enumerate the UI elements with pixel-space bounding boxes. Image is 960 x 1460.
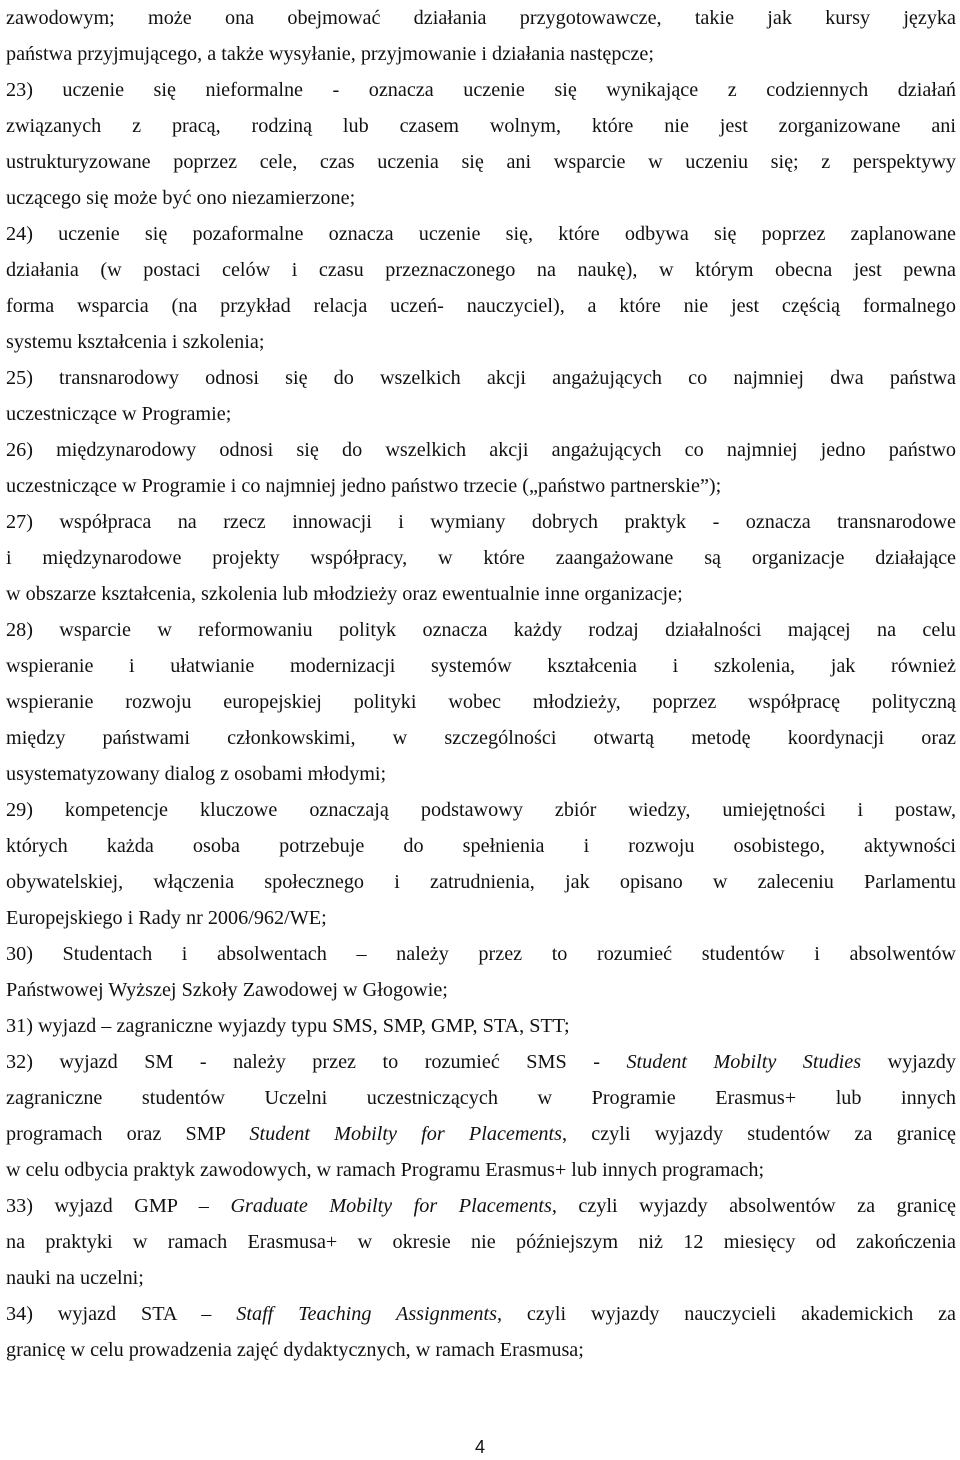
text-line: w celu odbycia praktyk zawodowych, w ramach Programu Erasmus+ lub innych programach; <box>6 1159 765 1181</box>
text-line: usystematyzowany dialog z osobami młodymi; <box>6 763 387 785</box>
text-line: uczestniczące w Programie; <box>6 403 232 425</box>
text-line: działania (w postaci celów i czasu przeznaczonego na naukę), w którym obecna jest pewna <box>6 259 956 281</box>
italic-term: Student Mobilty Studies <box>626 1051 862 1073</box>
text-line: systemu kształcenia i szkolenia; <box>6 331 265 353</box>
text-span: , czyli wyjazdy nauczycieli akademickich za <box>496 1303 956 1325</box>
text-line: zagraniczne studentów Uczelni uczestniczących w Programie Erasmus+ lub innych <box>6 1087 956 1109</box>
text-line: na praktyki w ramach Erasmusa+ w okresie nie późniejszym niż 12 miesięcy od zakończenia <box>6 1231 956 1253</box>
text-line: Europejskiego i Rady nr 2006/962/WE; <box>6 907 327 929</box>
text-line <box>6 1116 956 1152</box>
text-line: Państwowej Wyższej Szkoły Zawodowej w Głogowie; <box>6 979 448 1001</box>
text-line: wspieranie i ułatwianie modernizacji systemów kształcenia i szkolenia, jak również <box>6 655 956 677</box>
text-line: 30) Studentach i absolwentach – należy przez to rozumieć studentów i absolwentów <box>6 943 956 965</box>
italic-term: Student Mobilty for Placements <box>249 1123 562 1145</box>
text-line: obywatelskiej, włączenia społecznego i zatrudnienia, jak opisano w zaleceniu Parlamentu <box>6 871 956 893</box>
text-line: w obszarze kształcenia, szkolenia lub młodzieży oraz ewentualnie inne organizacje; <box>6 583 683 605</box>
page-number: 4 <box>474 1437 485 1457</box>
text-span: 33) wyjazd GMP – <box>6 1195 231 1217</box>
italic-term: Staff Teaching Assignments <box>236 1303 497 1325</box>
text-line: 26) międzynarodowy odnosi się do wszelkich akcji angażujących co najmniej jedno państwo <box>6 439 956 461</box>
text-span: programach oraz SMP <box>6 1123 250 1145</box>
text-line: 24) uczenie się pozaformalne oznacza uczenie się, które odbywa się poprzez zaplanowane <box>6 223 956 245</box>
text-line <box>6 1044 956 1080</box>
text-line: 28) wsparcie w reformowaniu polityk oznacza każdy rodzaj działalności mającej na celu <box>6 619 956 641</box>
italic-term: Graduate Mobilty for Placements <box>230 1195 552 1217</box>
text-span: 34) wyjazd STA – <box>6 1303 237 1325</box>
text-span: , czyli wyjazdy absolwentów za granicę <box>551 1195 957 1217</box>
text-line: 29) kompetencje kluczowe oznaczają podstawowy zbiór wiedzy, umiejętności i postaw, <box>6 799 956 821</box>
text-line: i międzynarodowe projekty współpracy, w które zaangażowane są organizacje działające <box>6 547 956 569</box>
text-line <box>6 1188 956 1224</box>
text-line: których każda osoba potrzebuje do spełnienia i rozwoju osobistego, aktywności <box>6 835 956 857</box>
text-line: państwa przyjmującego, a także wysyłanie, przyjmowanie i działania następcze; <box>6 43 654 65</box>
text-line <box>6 1296 956 1332</box>
text-line: uczącego się może być ono niezamierzone; <box>6 187 356 209</box>
text-line: ustrukturyzowane poprzez cele, czas uczenia się ani wsparcie w uczeniu się; z perspektywy <box>6 151 956 173</box>
text-line: nauki na uczelni; <box>6 1267 144 1289</box>
text-span: , czyli wyjazdy studentów za granicę <box>562 1123 956 1145</box>
text-line: 25) transnarodowy odnosi się do wszelkich akcji angażujących co najmniej dwa państwa <box>6 367 956 389</box>
text-line: forma wsparcia (na przykład relacja uczeń- nauczyciel), a które nie jest częścią formalnego <box>6 295 956 317</box>
text-span: 32) wyjazd SM - należy przez to rozumieć SMS - <box>6 1051 627 1073</box>
text-line: 27) współpraca na rzecz innowacji i wymiany dobrych praktyk - oznacza transnarodowe <box>6 511 956 533</box>
text-line: związanych z pracą, rodziną lub czasem wolnym, które nie jest zorganizowane ani <box>6 115 956 137</box>
text-line: zawodowym; może ona obejmować działania przygotowawcze, takie jak kursy języka <box>6 7 956 29</box>
text-line: wspieranie rozwoju europejskiej polityki wobec młodzieży, poprzez współpracę polityczną <box>6 691 956 713</box>
text-line: między państwami członkowskimi, w szczególności otwartą metodę koordynacji oraz <box>6 727 956 749</box>
text-line: uczestniczące w Programie i co najmniej jedno państwo trzecie („państwo partnerskie”); <box>6 475 722 497</box>
text-line: granicę w celu prowadzenia zajęć dydaktycznych, w ramach Erasmusa; <box>6 1339 584 1361</box>
text-span: wyjazdy <box>861 1051 956 1073</box>
text-line: 23) uczenie się nieformalne - oznacza uczenie się wynikające z codziennych działań <box>6 79 956 101</box>
text-line: 31) wyjazd – zagraniczne wyjazdy typu SMS, SMP, GMP, STA, STT; <box>6 1015 570 1037</box>
